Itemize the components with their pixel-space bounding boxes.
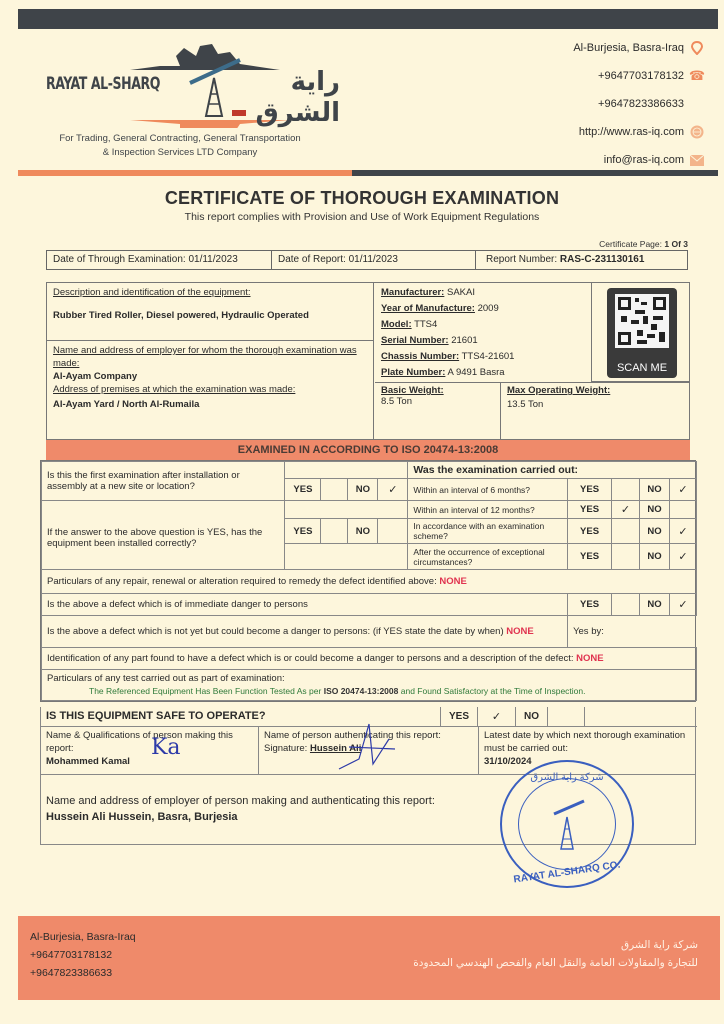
- company-logo: [40, 38, 340, 128]
- report-date-value: 01/11/2023: [348, 254, 398, 265]
- spec-serial-label: Serial Number:: [381, 335, 449, 346]
- carried-out-header: Was the examination carried out:: [408, 462, 697, 479]
- scheme-yes-box[interactable]: [612, 519, 640, 544]
- identification-value: NONE: [576, 653, 604, 664]
- dates-row: [46, 250, 688, 270]
- company-tagline: [30, 132, 330, 160]
- interval-6-yes-box[interactable]: [612, 479, 640, 501]
- premises-value: Al-Ayam Yard / North Al-Rumaila: [53, 399, 200, 410]
- max-weight-value: 13.5 Ton: [507, 399, 544, 410]
- contact-website-link[interactable]: http://www.ras-iq.com: [578, 126, 684, 138]
- tagline-line-1: For Trading, General Contracting, General Transportation: [59, 133, 301, 144]
- maker-signature: Ka: [151, 735, 181, 760]
- immediate-no-box[interactable]: ✓: [669, 594, 696, 616]
- stamp-pumpjack-icon: [519, 779, 617, 871]
- spec-plate: [381, 365, 595, 381]
- certificate-subtitle: This report complies with Provision and Use of Work Equipment Regulations: [184, 211, 540, 223]
- qr-code-icon: [607, 288, 677, 358]
- first-exam-no-box[interactable]: ✓: [378, 479, 408, 501]
- yes-by-label: Yes by:: [568, 616, 697, 648]
- interval-12-question: Within an interval of 12 months?: [408, 501, 568, 519]
- authenticator-label: Name of person authenticating this report:: [264, 730, 441, 741]
- spec-serial: [381, 333, 595, 349]
- repair-label: Particulars of any repair, renewal or alteration required to remedy the defect identified above:: [47, 576, 437, 587]
- spec-serial-value: 21601: [451, 335, 478, 346]
- qr-cell: [591, 283, 689, 382]
- report-number-label: Report Number:: [486, 254, 558, 265]
- future-danger-row: [42, 616, 697, 648]
- future-danger-label: Is the above a defect which is not yet but could become a danger to persons: (if YES state the date by when): [47, 626, 504, 637]
- scheme-yes-label: YES: [568, 519, 612, 544]
- contact-phone-2: [484, 90, 704, 118]
- safe-no-label: NO: [516, 707, 548, 727]
- interval-6-question: Within an interval of 6 months?: [408, 479, 568, 501]
- specs-cell: [375, 283, 601, 382]
- footer-arabic-line-2: للتجارة والمقاولات العامة والنقل العام والفحص الهندسي المحدودة: [413, 957, 698, 969]
- footer-phone-2[interactable]: +9647823386633: [30, 967, 113, 979]
- contact-website: [484, 118, 704, 146]
- report-date-cell: [272, 251, 476, 269]
- equipment-description-label: Description and identification of the equipment:: [53, 287, 251, 298]
- tagline-line-2: & Inspection Services LTD Company: [102, 147, 258, 158]
- test-cell: [42, 670, 697, 701]
- first-exam-yes-label: YES: [285, 479, 321, 501]
- interval-12-row: [42, 501, 697, 519]
- spec-year-label: Year of Manufacture:: [381, 303, 475, 314]
- repair-value: NONE: [439, 576, 467, 587]
- examination-table: [41, 461, 697, 701]
- globe-icon: [690, 125, 704, 139]
- test-label: Particulars of any test carried out as part of examination:: [47, 673, 285, 684]
- blank-icon-slot: [690, 97, 704, 111]
- footer-contacts: [30, 928, 136, 982]
- next-exam-label: Latest date by which next thorough examination must be carried out:: [484, 730, 686, 754]
- footer-address: Al-Burjesia, Basra-Iraq: [30, 931, 136, 943]
- future-danger-cell: [42, 616, 568, 648]
- first-exam-yes-box[interactable]: [321, 479, 348, 501]
- header-orange-rule: [18, 170, 360, 176]
- repair-cell: [42, 570, 697, 594]
- immediate-danger-label: Is the above a defect which is of immediate danger to persons: [42, 594, 568, 616]
- envelope-icon: [690, 153, 704, 167]
- authenticator-name: Hussein Ali: [309, 743, 362, 754]
- installed-yes-label: YES: [285, 519, 321, 544]
- footer-phone-1[interactable]: +9647703178132: [30, 949, 113, 961]
- footer-arabic: [413, 936, 698, 972]
- installed-yes-box[interactable]: [321, 519, 348, 544]
- contact-address: [484, 34, 704, 62]
- qr-scan-label: SCAN ME: [616, 362, 668, 374]
- interval-6-no-box[interactable]: ✓: [669, 479, 696, 501]
- premises-label: Address of premises at which the examination was made:: [53, 384, 296, 395]
- report-maker-label: Name & Qualifications of person making this report:: [46, 730, 233, 754]
- interval-6-yes-label: YES: [568, 479, 612, 501]
- page-indicator-label: Certificate Page:: [599, 239, 662, 249]
- spec-year-value: 2009: [477, 303, 499, 314]
- exam-date-value: 01/11/2023: [188, 254, 238, 265]
- exceptional-question: After the occurrence of exceptional circumstances?: [408, 544, 568, 570]
- installed-no-label: NO: [348, 519, 378, 544]
- repair-row: [42, 570, 697, 594]
- max-weight-cell: [501, 382, 689, 439]
- immediate-no-label: NO: [639, 594, 669, 616]
- carried-out-header-row: [42, 462, 697, 479]
- certificate-title: CERTIFICATE OF THOROUGH EXAMINATION: [164, 188, 560, 208]
- exam-date-cell: [47, 251, 272, 269]
- spec-manufacturer-value: SAKAI: [446, 287, 475, 298]
- first-exam-no-label: NO: [348, 479, 378, 501]
- immediate-yes-box[interactable]: [612, 594, 640, 616]
- spec-model-label: Model:: [381, 319, 412, 330]
- company-name-ar: راية الشرق: [255, 66, 340, 127]
- spec-manufacturer-label: Manufacturer:: [381, 287, 445, 298]
- first-exam-question: Is this the first examination after installation or assembly at a new site or location?: [42, 462, 285, 501]
- company-name-en: RAYAT AL-SHARQ: [46, 74, 161, 94]
- identification-cell: [42, 648, 697, 670]
- contact-phone-1-text[interactable]: +9647703178132: [598, 70, 684, 82]
- identification-row: [42, 648, 697, 670]
- authenticator-cell: [259, 727, 479, 775]
- equipment-description-value: Rubber Tired Roller, Diesel powered, Hydraulic Operated: [53, 310, 309, 321]
- equipment-description-cell: [47, 283, 374, 341]
- spec-plate-value: A 9491 Basra: [447, 367, 505, 378]
- qr-code[interactable]: [607, 288, 677, 378]
- exam-date-label: Date of Through Examination:: [53, 254, 186, 265]
- report-number-value: RAS-C-231130161: [559, 254, 645, 265]
- immediate-danger-row: [42, 594, 697, 616]
- immediate-yes-label: YES: [568, 594, 612, 616]
- basic-weight-cell: [375, 382, 501, 439]
- contact-phone-1: [484, 62, 704, 90]
- spec-manufacturer: [381, 285, 595, 301]
- blank-cell: [285, 544, 408, 570]
- future-danger-value: NONE: [506, 626, 534, 637]
- header-dark-bar: [18, 9, 718, 29]
- report-number-cell: [476, 251, 687, 269]
- spec-year: [381, 301, 595, 317]
- safe-to-operate-label: IS THIS EQUIPMENT SAFE TO OPERATE?: [46, 710, 266, 722]
- report-maker-name: Mohammed Kamal: [46, 756, 130, 767]
- safe-yes-label: YES: [440, 707, 478, 727]
- header-contacts: [484, 34, 704, 174]
- exceptional-no-label: NO: [639, 544, 669, 570]
- interval-12-no-box[interactable]: [669, 501, 696, 519]
- scheme-no-label: NO: [639, 519, 669, 544]
- test-row: [42, 670, 697, 701]
- contact-address-text: Al-Burjesia, Basra-Iraq: [573, 42, 684, 54]
- blank-cell: [285, 462, 408, 479]
- stamp-inner-ring: [518, 778, 616, 870]
- max-weight-label: Max Operating Weight:: [507, 385, 611, 396]
- authenticator-signature-label: Signature:: [264, 743, 308, 754]
- authenticator-employer-label: Name and address of employer of person making and authenticating this report:: [46, 795, 435, 807]
- employer-value: Al-Ayam Company: [53, 371, 138, 382]
- basic-weight-label: Basic Weight:: [381, 385, 444, 396]
- authenticator-signature: [329, 719, 399, 775]
- interval-12-yes-box[interactable]: ✓: [612, 501, 640, 519]
- identification-label: Identification of any part found to have a defect which is or could become a danger to persons and a description of the defect:: [47, 653, 574, 664]
- page-indicator-value: 1 Of 3: [664, 239, 688, 249]
- interval-12-no-label: NO: [639, 501, 669, 519]
- authenticator-employer-value: Hussein Ali Hussein, Basra, Burjesia: [46, 811, 238, 823]
- scheme-no-box[interactable]: ✓: [669, 519, 696, 544]
- spec-model: [381, 317, 595, 333]
- location-pin-icon: [690, 41, 704, 55]
- exceptional-yes-label: YES: [568, 544, 612, 570]
- test-result: [47, 685, 691, 698]
- spec-plate-label: Plate Number:: [381, 367, 446, 378]
- employer-label: Name and address of employer for whom the thorough examination was made:: [53, 345, 357, 369]
- spec-chassis: [381, 349, 595, 365]
- safe-no-box[interactable]: [548, 707, 585, 727]
- examination-grid: [40, 460, 696, 702]
- iso-standard-band: EXAMINED IN ACCORDING TO ISO 20474-13:2008: [46, 440, 690, 460]
- page-footer: [18, 916, 720, 1000]
- stamp-arabic-text: شركة راية الشرق: [530, 772, 604, 783]
- installed-no-box[interactable]: [378, 519, 408, 544]
- header-dark-rule: [352, 170, 718, 176]
- telephone-icon: ☎: [688, 68, 706, 83]
- spec-chassis-value: TTS4-21601: [461, 351, 515, 362]
- blank-cell: [285, 501, 408, 519]
- equipment-block: [46, 282, 690, 440]
- scheme-question: In accordance with an examination scheme?: [408, 519, 568, 544]
- report-date-label: Date of Report:: [278, 254, 346, 265]
- contact-phone-2-text[interactable]: +9647823386633: [598, 98, 684, 110]
- exceptional-yes-box[interactable]: [612, 544, 640, 570]
- test-result-iso: ISO 20474-13:2008: [323, 686, 399, 696]
- company-stamp: [500, 760, 634, 888]
- report-maker-cell: [41, 727, 259, 775]
- spec-model-value: TTS4: [414, 319, 438, 330]
- spec-chassis-label: Chassis Number:: [381, 351, 460, 362]
- test-result-suffix: and Found Satisfactory at the Time of Inspection.: [400, 686, 586, 696]
- footer-arabic-line-1: شركة راية الشرق: [620, 939, 698, 951]
- contact-email-link[interactable]: info@ras-iq.com: [603, 154, 684, 166]
- employer-cell: [47, 341, 374, 439]
- interval-12-yes-label: YES: [568, 501, 612, 519]
- safe-yes-box[interactable]: ✓: [478, 707, 516, 727]
- exceptional-no-box[interactable]: ✓: [669, 544, 696, 570]
- installed-question: If the answer to the above question is YES, has the equipment been installed correctly?: [42, 501, 285, 570]
- basic-weight-value: 8.5 Ton: [381, 396, 412, 407]
- stamp-text: RAYAT AL-SHARQ CO.: [512, 859, 622, 886]
- interval-6-no-label: NO: [639, 479, 669, 501]
- page-indicator: [599, 239, 688, 249]
- test-result-prefix: The Referenced Equipment Has Been Function Tested As per: [89, 686, 322, 696]
- next-exam-date: 31/10/2024: [484, 756, 532, 767]
